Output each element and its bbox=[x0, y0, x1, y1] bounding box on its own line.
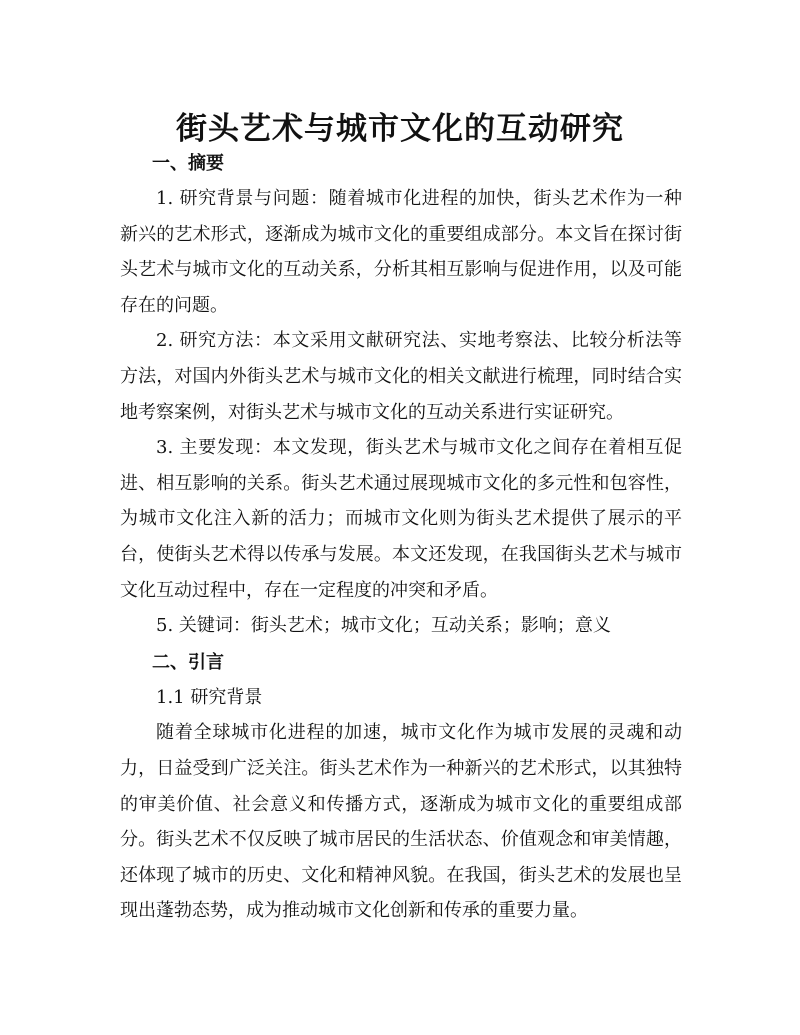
abstract-paragraph-background: 1. 研究背景与问题：随着城市化进程的加快，街头艺术作为一种新兴的艺术形式，逐渐成为城市文化的重要组成部分。本文旨在探讨街头艺术与城市文化的互动关系，分析其相互影响与促进作用，以及可能存在的问题。 bbox=[120, 188, 682, 316]
section-heading-introduction: 二、引言 bbox=[152, 651, 224, 673]
introduction-paragraph: 随着全球城市化进程的加速，城市文化作为城市发展的灵魂和动力，日益受到广泛关注。街头艺术作为一种新兴的艺术形式，以其独特的审美价值、社会意义和传播方式，逐渐成为城市文化的重要组成部分。街头艺术不仅反映了城市居民的生活状态、价值观念和审美情趣，还体现了城市的历史、文化和精神风貌。在我国，街头艺术的发展也呈现出蓬勃态势，成为推动城市文化创新和传承的重要力量。 bbox=[120, 722, 682, 922]
section-heading-abstract: 一、摘要 bbox=[152, 153, 224, 174]
document-body bbox=[120, 146, 682, 929]
abstract-paragraph-keywords: 5. 关键词：街头艺术；城市文化；互动关系；影响；意义 bbox=[156, 615, 611, 637]
abstract-paragraph-methods: 2. 研究方法：本文采用文献研究法、实地考察法、比较分析法等方法，对国内外街头艺术与城市文化的相关文献进行梳理，同时结合实地考察案例，对街头艺术与城市文化的互动关系进行实证研究。 bbox=[120, 330, 682, 423]
subsection-heading-background: 1.1 研究背景 bbox=[156, 686, 263, 708]
abstract-paragraph-findings: 3. 主要发现：本文发现，街头艺术与城市文化之间存在着相互促进、相互影响的关系。街头艺术通过展现城市文化的多元性和包容性，为城市文化注入新的活力；而城市文化则为街头艺术提供了展示的平台，使街头艺术得以传承与发展。本文还发现，在我国街头艺术与城市文化互动过程中，存在一定程度的冲突和矛盾。 bbox=[120, 437, 682, 601]
document-title: 街头艺术与城市文化的互动研究 bbox=[176, 110, 624, 147]
